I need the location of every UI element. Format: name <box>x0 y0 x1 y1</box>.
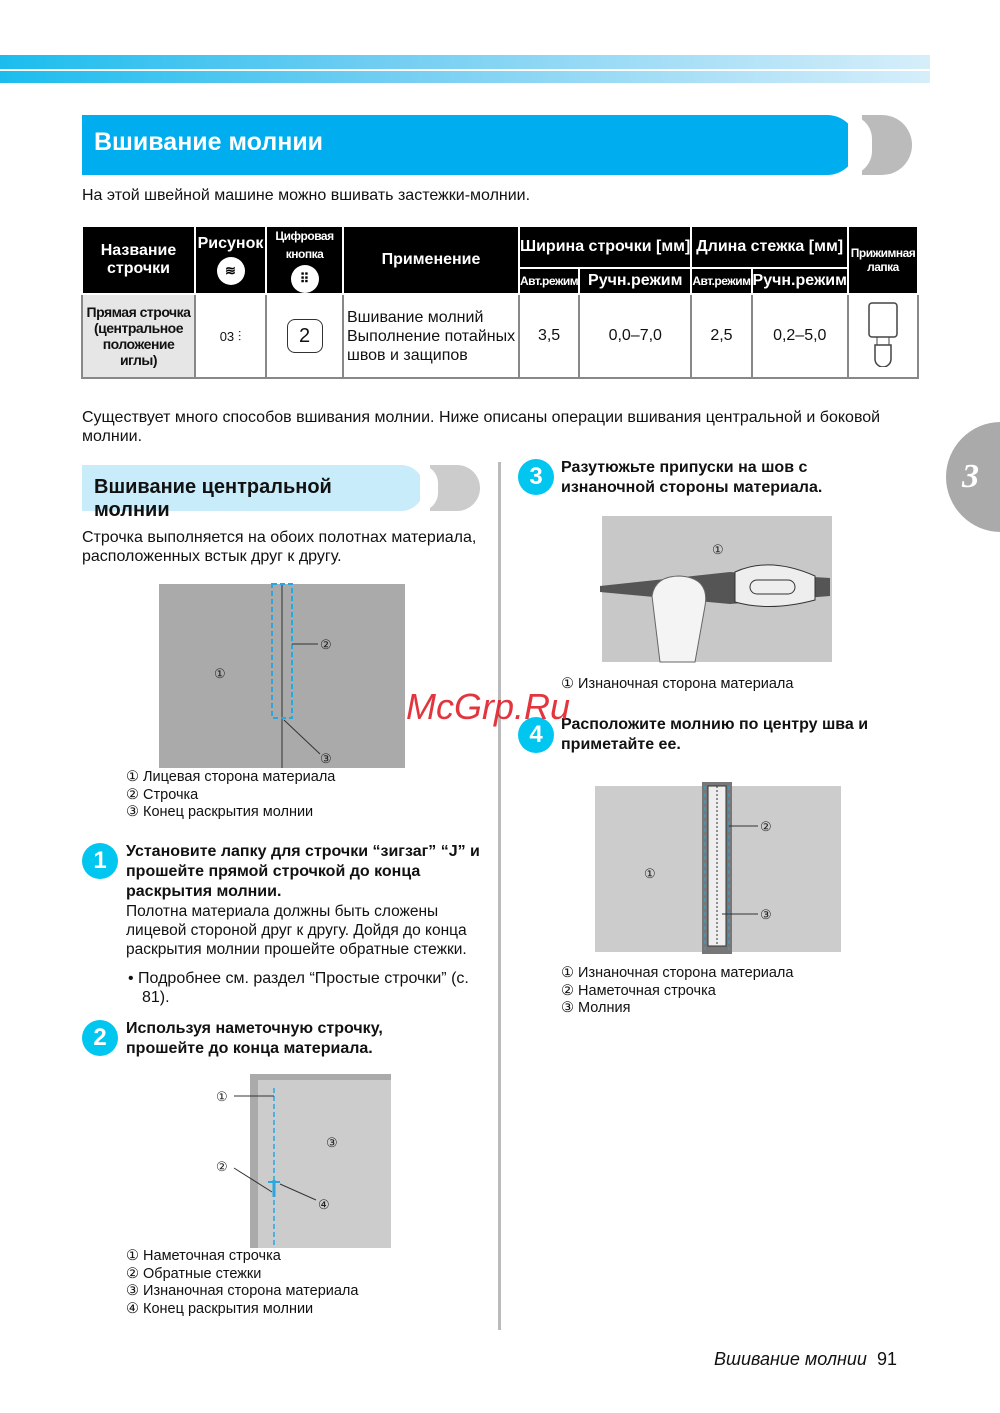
h-pic-label: Рисунок <box>197 235 264 252</box>
section-desc: Строчка выполняется на обоих полотнах материала, расположенных встык друг к другу. <box>82 529 477 565</box>
fig2-callout-2: ② <box>216 1159 228 1174</box>
h-l-auto: Авт.режим <box>691 268 751 294</box>
chapter-tab: 3 <box>946 422 1000 532</box>
h-len: Длина стежка [мм] <box>691 226 848 268</box>
h-w-man: Ручн.режим <box>579 268 691 294</box>
footer <box>714 1349 897 1370</box>
fig4-callout-2: ② <box>760 819 772 834</box>
step-4-badge: 4 <box>518 717 554 753</box>
figure-1 <box>158 578 406 770</box>
figure-2 <box>210 1072 395 1250</box>
h-pic <box>195 226 266 294</box>
cell-l-man: 0,2–5,0 <box>752 294 848 378</box>
figure-4-zipper <box>594 782 842 954</box>
h-name: Название строчки <box>82 226 195 294</box>
legend-item: ③ Изнаночная сторона материала <box>126 1283 359 1299</box>
fig4-legend <box>561 965 793 1018</box>
h-width: Ширина строчки [мм] <box>519 226 691 268</box>
fig1-callout-1: ① <box>214 666 226 681</box>
pattern-icon: ≋ <box>217 257 245 285</box>
fig3-legend: ① Изнаночная сторона материала <box>561 676 794 692</box>
fig3-callout-1: ① <box>712 542 724 557</box>
fig1-callout-3: ③ <box>320 751 332 766</box>
page-title: Вшивание молнии <box>82 115 857 175</box>
top-banner <box>0 55 930 83</box>
overview-paragraph: Существует много способов вшивания молнии. Ниже описаны операции вшивания центральной и боковой молнии. <box>82 409 881 445</box>
step-2-title: Используя наметочную строчку, прошейте до конца материала. <box>126 1020 383 1057</box>
cell-pattern: 03 ⫶ <box>195 294 266 378</box>
legend-item: ① Лицевая сторона материала <box>126 769 336 785</box>
legend-item: ② Обратные стежки <box>126 1265 262 1282</box>
step-1-bullet: • Подробнее см. раздел “Простые строчки” (с. 81). <box>128 970 469 1006</box>
legend-item: ② Наметочная строчка <box>561 982 716 999</box>
step-4-title: Расположите молнию по центру шва и приметайте ее. <box>561 716 869 753</box>
legend-item: ④ Конец раскрытия молнии <box>126 1300 314 1317</box>
step-1-title: Установите лапку для строчки “зигзаг” “J” и прошейте прямой строчкой до конца раскрытия молнии. <box>126 843 480 900</box>
column-divider <box>498 462 501 1330</box>
cell-use: Вшивание молний Выполнение потайных швов и защипов <box>343 294 519 378</box>
cell-button <box>266 294 343 378</box>
cell-w-auto: 3,5 <box>519 294 579 378</box>
watermark: McGrp.Ru <box>406 686 571 727</box>
fig2-callout-1: ① <box>216 1089 228 1104</box>
stitch-table <box>81 225 919 379</box>
legend-item: ① Изнаночная сторона материала <box>561 965 794 981</box>
fig2-callout-3: ③ <box>326 1135 338 1150</box>
page-number: 91 <box>876 1349 897 1369</box>
step-1-badge: 1 <box>82 843 118 879</box>
fig2-legend <box>126 1248 358 1318</box>
intro: На этой швейной машине можно вшивать застежки-молнии. <box>82 187 531 204</box>
legend-item: ③ Конец раскрытия молнии <box>126 804 314 820</box>
figure-3-iron <box>600 516 834 664</box>
presser-foot-icon <box>848 294 918 378</box>
h-w-auto: Авт.режим <box>519 268 579 294</box>
pattern-number: 03 <box>219 328 235 344</box>
legend-item: ② Строчка <box>126 786 199 803</box>
h-l-man: Ручн.режим <box>752 268 848 294</box>
button-2: 2 <box>287 319 323 353</box>
cell-w-man: 0,0–7,0 <box>579 294 691 378</box>
cell-l-auto: 2,5 <box>691 294 751 378</box>
step-1 <box>126 842 486 1007</box>
legend-item: ③ Молния <box>561 1000 631 1016</box>
h-btn <box>266 226 343 294</box>
step-1-body: Полотна материала должны быть сложены лицевой стороной друг к другу. Дойдя до конца раскрытия молнии прошейте обратные стежки. <box>126 903 467 958</box>
step-1-bullet-text: Подробнее см. раздел “Простые строчки” (с. 81). <box>138 970 469 1006</box>
footer-title: Вшивание молнии <box>714 1349 867 1369</box>
fig1-legend <box>126 769 335 822</box>
fig2-callout-4: ④ <box>318 1197 330 1212</box>
step-3-badge: 3 <box>518 459 554 495</box>
keypad-icon: ⠿ <box>291 265 319 293</box>
step-3-title: Разутюжьте припуски на шов с изнаночной стороны материала. <box>561 459 823 496</box>
fig1-callout-2: ② <box>320 637 332 652</box>
h-foot: Прижимная лапка <box>848 226 918 294</box>
step-2-badge: 2 <box>82 1020 118 1056</box>
legend-item: ① Наметочная строчка <box>126 1248 281 1264</box>
cell-name: Прямая строчка (центральное положение иглы) <box>82 294 195 378</box>
fig4-callout-1: ① <box>644 866 656 881</box>
fig4-callout-3: ③ <box>760 907 772 922</box>
h-use: Применение <box>343 226 519 294</box>
section-title: Вшивание центральной молнии <box>82 465 424 511</box>
h-btn-label: Цифровая кнопка <box>275 229 334 261</box>
